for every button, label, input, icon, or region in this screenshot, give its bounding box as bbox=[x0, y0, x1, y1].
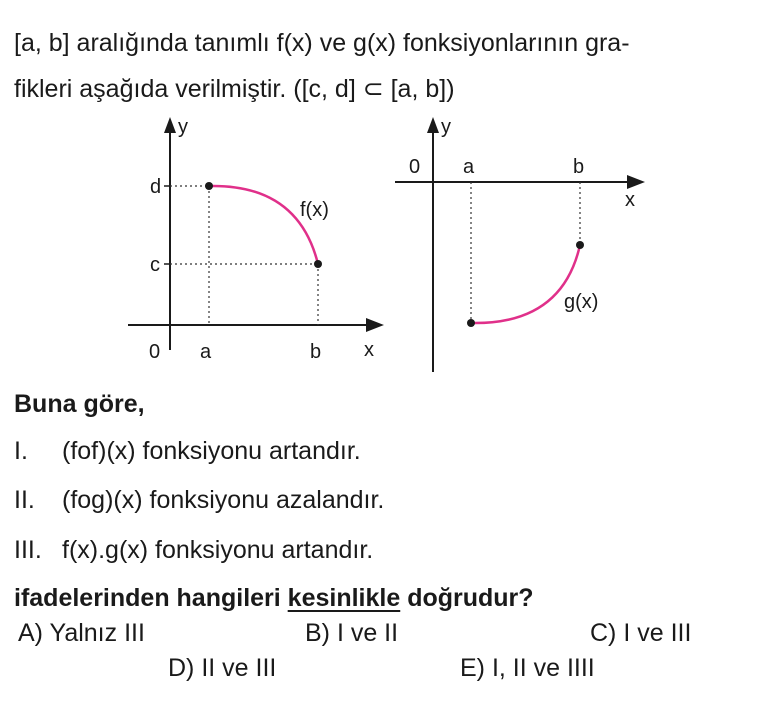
g-start-point bbox=[467, 319, 475, 327]
g-curve-label: g(x) bbox=[564, 291, 599, 313]
question-line-1: [a, b] aralığında tanımlı f(x) ve g(x) fonksiyonlarının gra- bbox=[14, 29, 630, 57]
f-y-label: y bbox=[178, 116, 188, 138]
option-a[interactable]: A) Yalnız III bbox=[18, 619, 145, 647]
g-b-label: b bbox=[573, 156, 585, 178]
g-end-point bbox=[576, 241, 584, 249]
graph-f bbox=[128, 116, 384, 363]
statement-number: III. bbox=[14, 536, 42, 564]
statement-text: f(x).g(x) fonksiyonu artandır. bbox=[62, 536, 374, 564]
f-c-label: c bbox=[150, 254, 160, 276]
option-d[interactable]: D) II ve III bbox=[168, 654, 277, 682]
g-y-arrow-icon bbox=[427, 117, 439, 133]
f-x-label: x bbox=[364, 339, 374, 361]
prompt-text: Buna göre, bbox=[14, 390, 145, 418]
f-x-arrow-icon bbox=[366, 318, 384, 332]
g-x-label: x bbox=[625, 189, 635, 211]
ask-after: doğrudur? bbox=[400, 584, 534, 612]
option-c[interactable]: C) I ve III bbox=[590, 619, 692, 647]
f-a-label: a bbox=[200, 341, 212, 363]
ask-emphasis: kesinlikle bbox=[287, 584, 401, 612]
g-origin-label: 0 bbox=[409, 156, 421, 178]
ask-line bbox=[14, 583, 534, 613]
question-line-2: fikleri aşağıda verilmiştir. ([c, d] ⊂ [a, b]) bbox=[14, 75, 455, 103]
option-e[interactable]: E) I, II ve IIII bbox=[460, 654, 595, 682]
statement-text: (fog)(x) fonksiyonu azalandır. bbox=[62, 486, 385, 514]
f-start-point bbox=[205, 182, 213, 190]
g-y-label: y bbox=[441, 116, 451, 138]
f-b-label: b bbox=[310, 341, 322, 363]
option-b[interactable]: B) I ve II bbox=[305, 619, 399, 647]
f-y-arrow-icon bbox=[164, 117, 176, 133]
f-origin-label: 0 bbox=[149, 341, 161, 363]
f-d-label: d bbox=[150, 176, 162, 198]
f-curve bbox=[209, 186, 318, 264]
graph-g bbox=[395, 116, 645, 372]
f-curve-label: f(x) bbox=[300, 199, 329, 221]
ask-before: ifadelerinden hangileri bbox=[14, 584, 288, 612]
statement-text: (fof)(x) fonksiyonu artandır. bbox=[62, 437, 361, 465]
statement-number: I. bbox=[14, 437, 28, 465]
g-x-arrow-icon bbox=[627, 175, 645, 189]
f-end-point bbox=[314, 260, 322, 268]
statement-number: II. bbox=[14, 486, 35, 514]
g-a-label: a bbox=[463, 156, 475, 178]
